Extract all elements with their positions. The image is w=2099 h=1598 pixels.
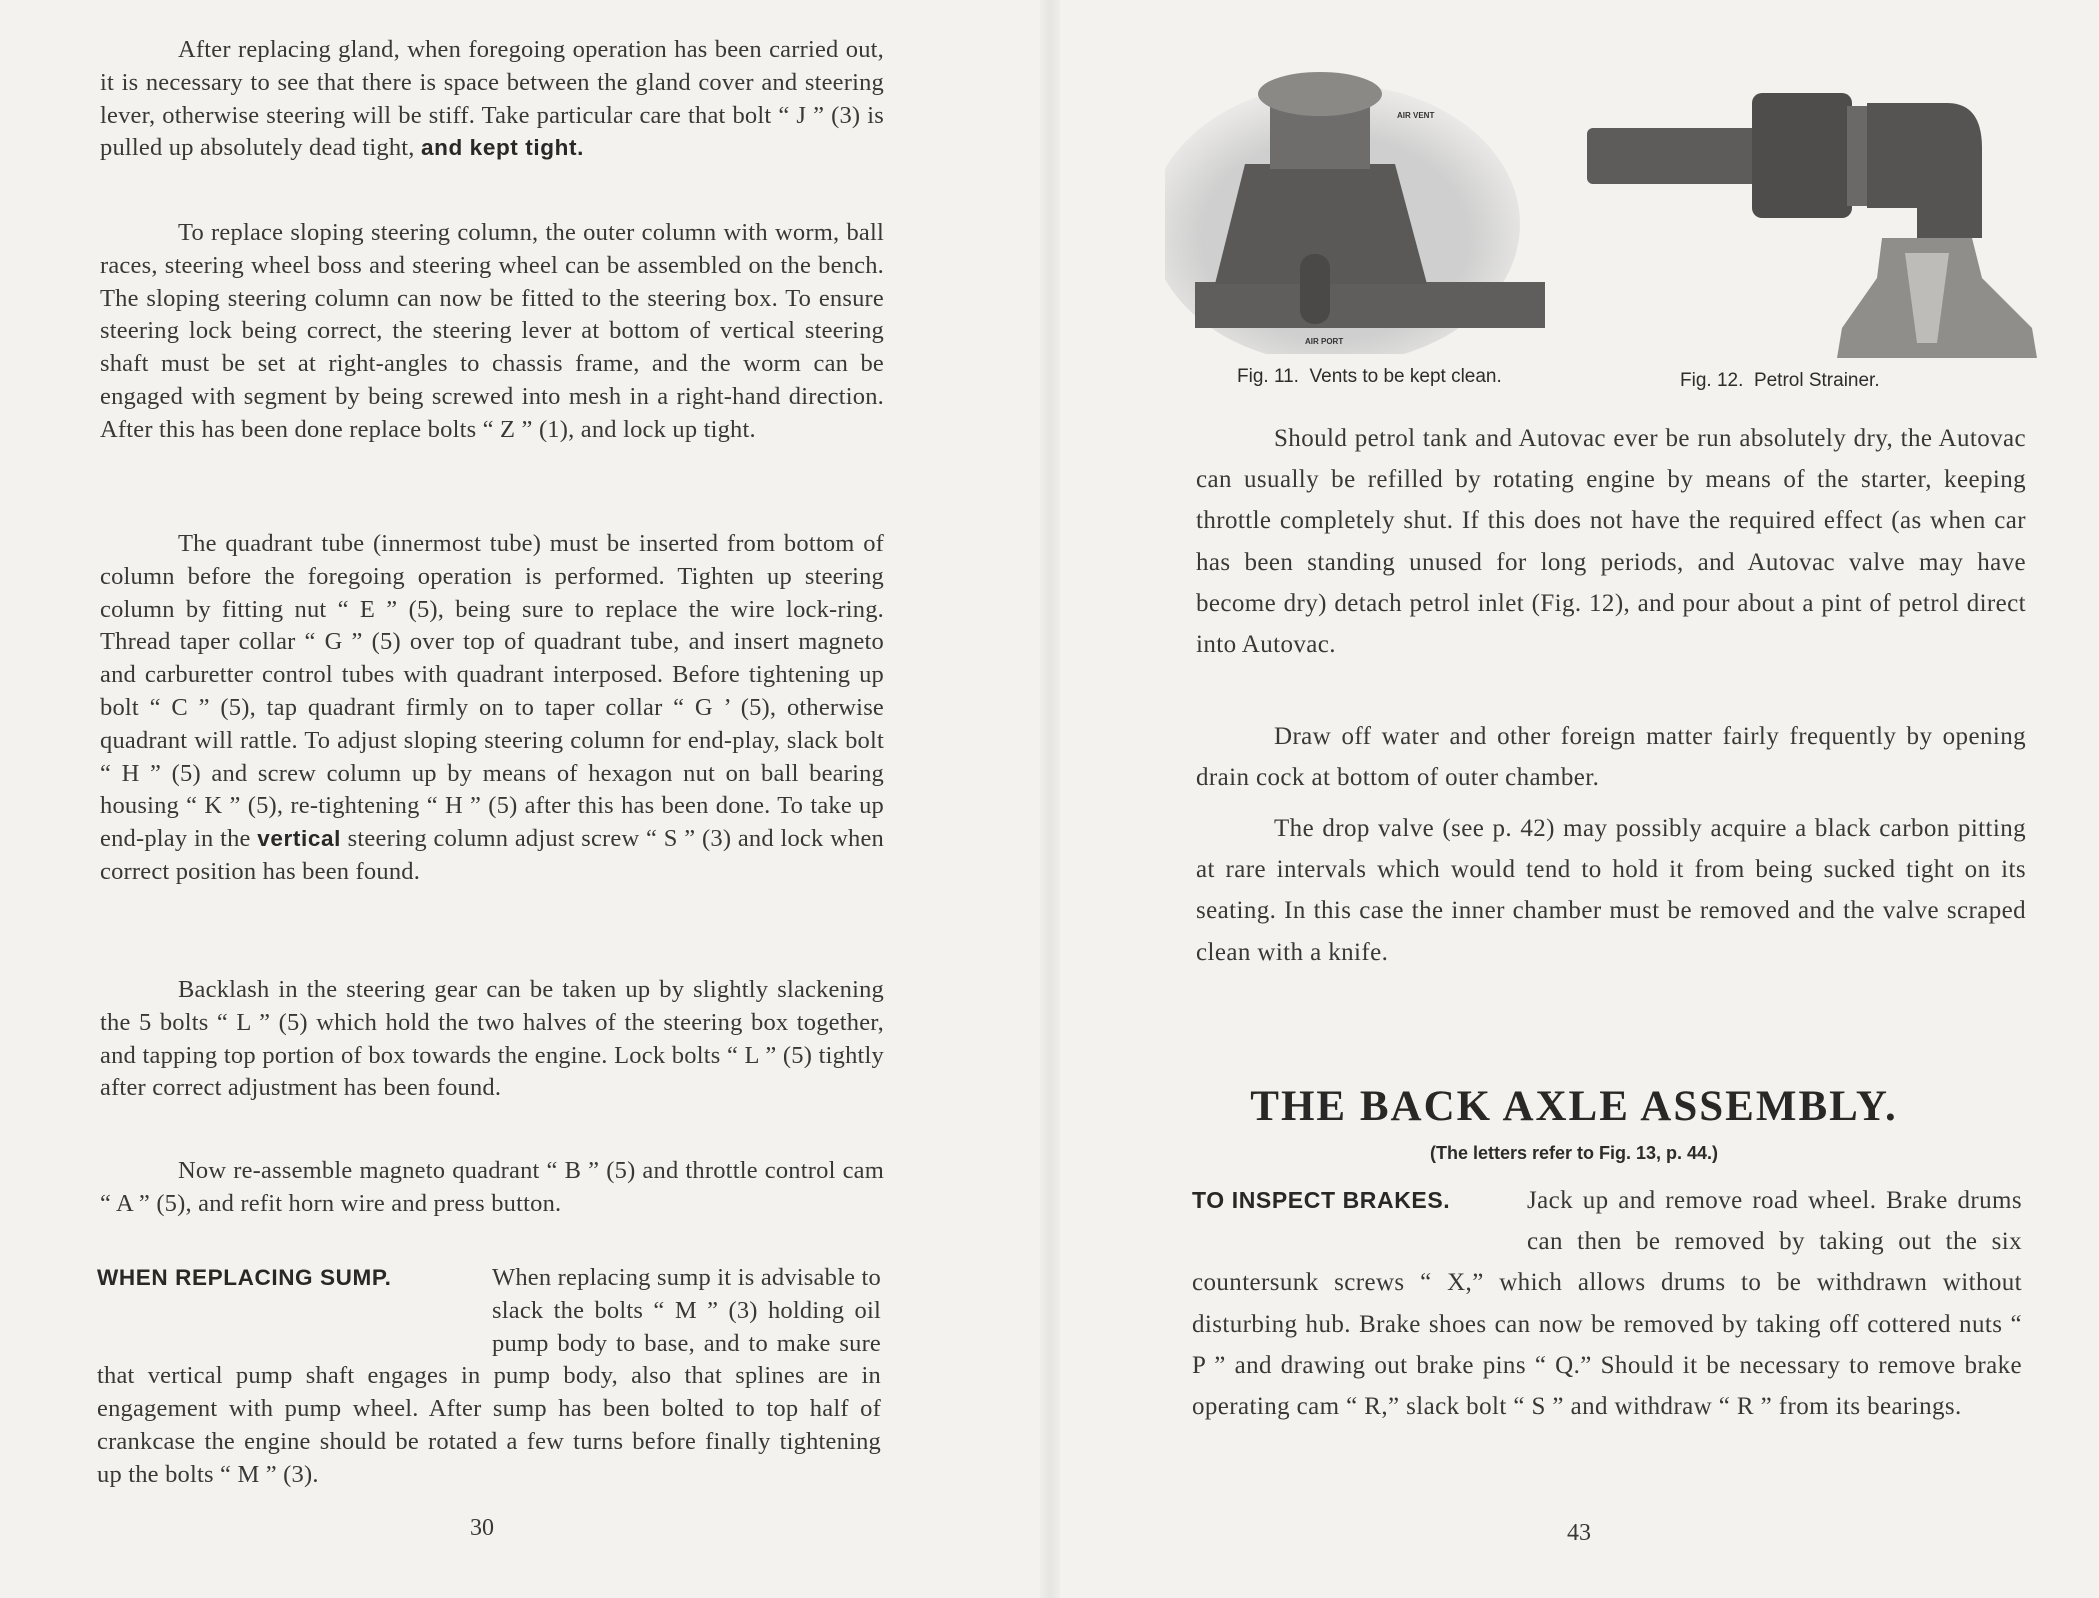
paragraph-drop-valve: The drop valve (see p. 42) may possibly acquire a black carbon pitting at rare intervals which would tend to hold it from being sucked tight on its seating. In this case the inner chamber must be removed and the valve scraped clean with a knife. xyxy=(1196,815,2026,966)
right-page xyxy=(1049,0,2099,1598)
section-heading-sump: WHEN REPLACING SUMP. xyxy=(97,1265,392,1290)
paragraph-text: Jack up and remove road wheel. Brake drums can then be removed by taking out the six countersunk screws “ X,” which allows drums to be withdrawn without disturbing hub. Brake shoes can now be removed by taking off cottered nuts “ P ” and drawing out brake pins “ Q.” Should it be necessary to remove brake operating cam “ R,” slack bolt “ S ” and withdraw “ R ” from its bearings. xyxy=(1192,1187,2022,1421)
paragraph-drain: Draw off water and other foreign matter fairly frequently by opening drain cock at bottom of outer chamber. xyxy=(1196,723,2026,792)
bold-emphasis: vertical xyxy=(257,826,342,852)
fig-11-vent-illustration xyxy=(1165,54,1545,354)
caption-number: Fig. 11. xyxy=(1237,366,1299,387)
paragraph-text: After replacing gland, when foregoing operation has been carried out, it is necessary to see that there is space between the gland cover and steering lever, otherwise steering will be stiff. Take particular care that bolt “ J ” (3) is pulled up absolutely dead tight, xyxy=(100,36,884,162)
paragraph-text: The quadrant tube (innermost tube) must be inserted from bottom of column before the foregoing operation is performed. Tighten up steering column by fitting nut “ E ” (5), being sure to replace the wire lock-ring. Thread taper collar “ G ” (5) over top of quadrant tube, and insert magneto and carburetter control tubes with quadrant interposed. Before tightening up bolt “ C ” (5), tap quadrant firmly on to taper collar “ G ’ (5), otherwise quadrant will rattle. To adjust sloping steering column for end-play, slack bolt “ H ” (5) and screw column up by means of hexagon nut on ball bearing housing “ K ” (5), re-tightening “ H ” (5) after this has been done. To take up end-play in the xyxy=(100,530,884,853)
paragraph-brakes xyxy=(1192,1180,2022,1427)
paragraph-text: steering column adjust screw “ S ” (3) and lock when correct position has been found. xyxy=(100,825,884,885)
paragraph-backlash: Backlash in the steering gear can be taken up by slightly slackening the 5 bolts “ L ” (5) which hold the two halves of the steering box together, and tapping top portion of box towards the engine. Lock bolts “ L ” (5) tightly after correct adjustment has been found. xyxy=(100,976,884,1102)
paragraph-text: When replacing sump it is advisable to slack the bolts “ M ” (3) holding oil pump body to base, and to make sure that vertical pump shaft engages in pump body, also that splines are in engagement with pump wheel. After sump has been bolted to top half of crankcase the engine should be rotated a few turns before finally tightening up the bolts “ M ” (3). xyxy=(97,1264,881,1488)
section-title: THE BACK AXLE ASSEMBLY. xyxy=(1250,1083,1898,1130)
caption-text: Petrol Strainer. xyxy=(1753,370,1880,391)
fig-12-caption xyxy=(1680,370,1880,392)
page-number: 43 xyxy=(1567,1520,1591,1546)
paragraph-quadrant-tube xyxy=(100,528,884,889)
section-subtitle: (The letters refer to Fig. 13, p. 44.) xyxy=(1429,1143,1719,1163)
paragraph-reassemble: Now re-assemble magneto quadrant “ B ” (5) and throttle control cam “ A ” (5), and refit horn wire and press button. xyxy=(100,1157,884,1217)
section-heading-brakes: TO INSPECT BRAKES. xyxy=(1192,1187,1451,1213)
page-number: 30 xyxy=(470,1515,494,1541)
caption-text: Vents to be kept clean. xyxy=(1309,366,1502,387)
paragraph-steering-column: To replace sloping steering column, the outer column with worm, ball races, steering wheel boss and steering wheel can be assembled on the bench. The sloping steering column can now be fitted to the steering box. To ensure steering lock being correct, the steering lever at bottom of vertical steering shaft must be set at right-angles to chassis frame, and the worm can be engaged with segment by being screwed into mesh in a right-hand direction. After this has been done replace bolts “ Z ” (1), and lock up tight. xyxy=(100,219,884,443)
left-page xyxy=(0,0,1049,1598)
air-port-label: AIR PORT xyxy=(1305,337,1344,346)
fig-12-petrol-strainer-illustration xyxy=(1587,88,2057,363)
bold-emphasis: and kept tight. xyxy=(420,135,584,161)
caption-number: Fig. 12. xyxy=(1680,370,1744,391)
paragraph-autovac: Should petrol tank and Autovac ever be run absolutely dry, the Autovac can usually be refilled by rotating engine by means of the starter, keeping throttle completely shut. If this does not have the required effect (as when car has been standing unused for long periods, and Autovac valve may have become dry) detach petrol inlet (Fig. 12), and pour about a pint of petrol direct into Autovac. xyxy=(1196,425,2026,659)
air-vent-label: AIR VENT xyxy=(1397,111,1435,120)
paragraph-sump xyxy=(97,1262,881,1492)
paragraph-gland xyxy=(100,34,884,165)
fig-11-caption xyxy=(1237,366,1502,388)
